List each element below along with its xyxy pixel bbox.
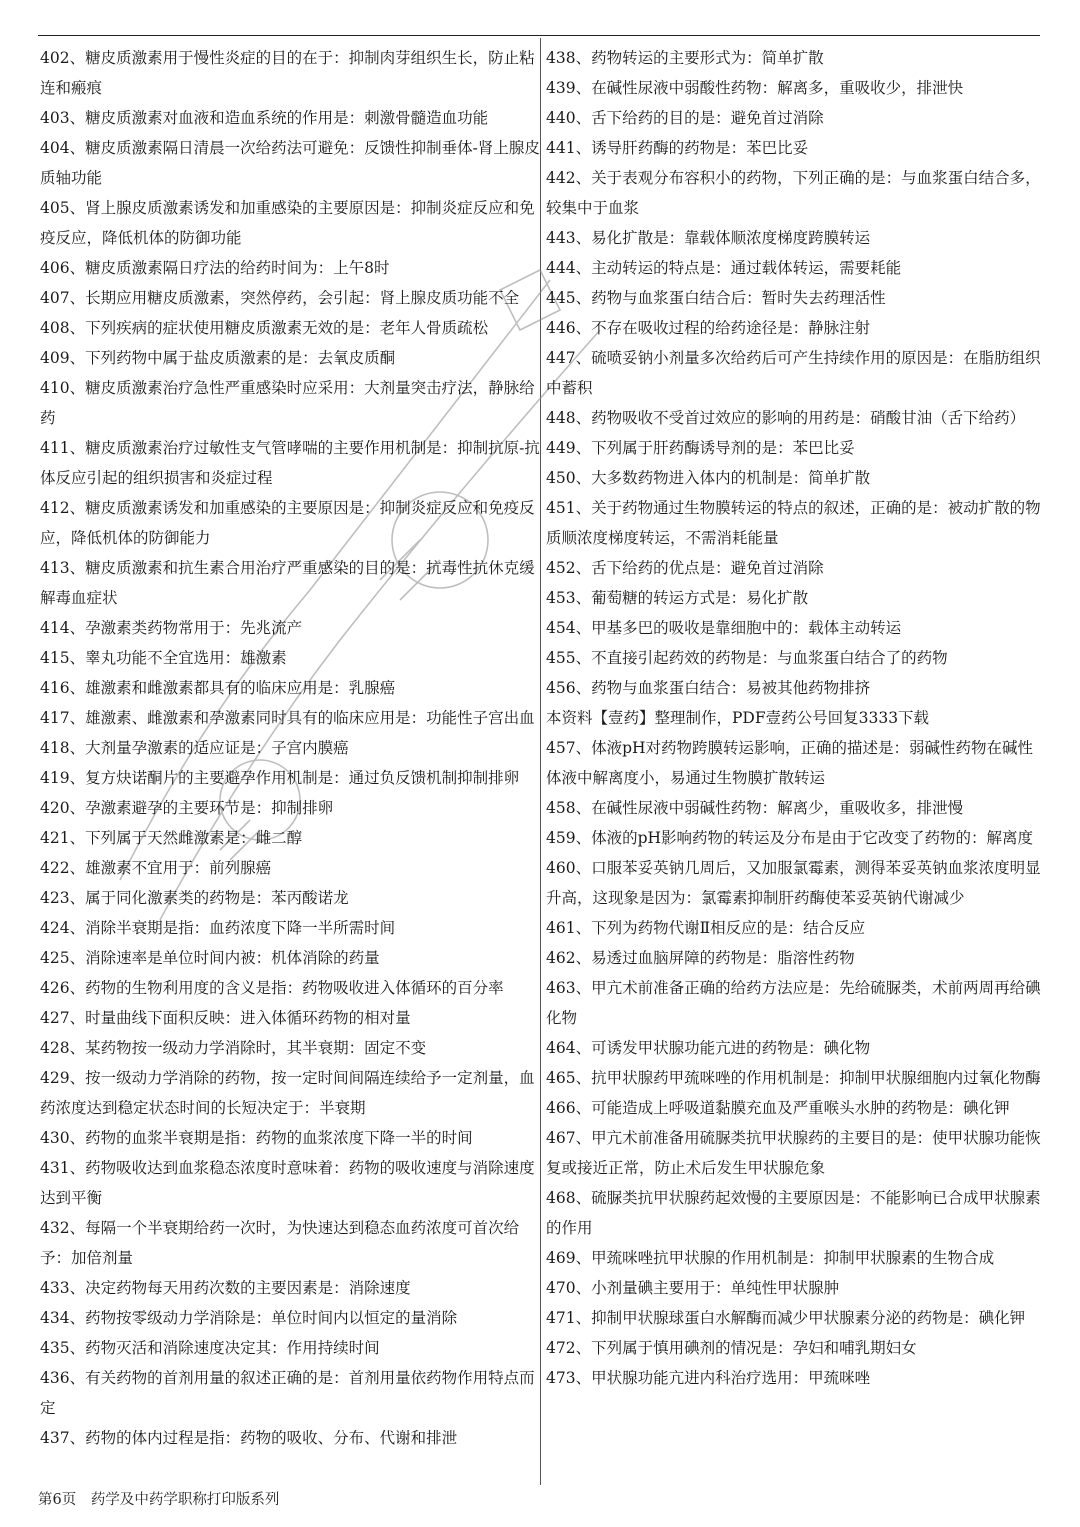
list-item: 415、睾丸功能不全宜选用：雄激素 [40, 649, 287, 667]
list-item: 428、某药物按一级动力学消除时，其半衰期：固定不变 [40, 1039, 427, 1057]
list-item: 404、糖皮质激素隔日清晨一次给药法可避免：反馈性抑制垂体-肾上腺皮质轴功能 [40, 139, 540, 187]
list-item: 418、大剂量孕激素的适应证是：子宫内膜癌 [40, 739, 349, 757]
list-item: 459、体液的pH影响药物的转运及分布是由于它改变了药物的：解离度 [546, 829, 1034, 847]
list-item: 434、药物按零级动力学消除是：单位时间内以恒定的量消除 [40, 1309, 458, 1327]
list-item: 429、按一级动力学消除的药物，按一定时间间隔连续给予一定剂量，血药浓度达到稳定状态时间的长短决定于：半衰期 [40, 1069, 535, 1117]
list-item: 458、在碱性尿液中弱碱性药物：解离少，重吸收多，排泄慢 [546, 799, 964, 817]
list-item: 446、不存在吸收过程的给药途径是：静脉注射 [546, 319, 871, 337]
list-item: 422、雄激素不宜用于：前列腺癌 [40, 859, 272, 877]
left-column [40, 43, 540, 1453]
list-item: 444、主动转运的特点是：通过载体转运，需要耗能 [546, 259, 902, 277]
list-item: 467、甲亢术前准备用硫脲类抗甲状腺药的主要目的是：使甲状腺功能恢复或接近正常，防止术后发生甲状腺危象 [546, 1129, 1041, 1177]
list-item: 451、关于药物通过生物膜转运的特点的叙述，正确的是：被动扩散的物质顺浓度梯度转运，不需消耗能量 [546, 499, 1041, 547]
list-item: 441、诱导肝药酶的药物是：苯巴比妥 [546, 139, 809, 157]
list-item: 411、糖皮质激素治疗过敏性支气管哮喘的主要作用机制是：抑制抗原-抗体反应引起的组织损害和炎症过程 [40, 439, 540, 487]
right-column [546, 43, 1046, 1393]
list-item: 407、长期应用糖皮质激素，突然停药，会引起：肾上腺皮质功能不全 [40, 289, 520, 307]
list-item: 405、肾上腺皮质激素诱发和加重感染的主要原因是：抑制炎症反应和免疫反应，降低机体的防御功能 [40, 199, 535, 247]
list-item: 462、易透过血脑屏障的药物是：脂溶性药物 [546, 949, 855, 967]
list-item: 417、雄激素、雌激素和孕激素同时具有的临床应用是：功能性子宫出血 [40, 709, 535, 727]
list-item: 436、有关药物的首剂用量的叙述正确的是：首剂用量依药物作用特点而定 [40, 1369, 535, 1417]
list-item: 471、抑制甲状腺球蛋白水解酶而减少甲状腺素分泌的药物是：碘化钾 [546, 1309, 1026, 1327]
top-rule [38, 35, 1040, 36]
list-item: 447、硫喷妥钠小剂量多次给药后可产生持续作用的原因是：在脂肪组织中蓄积 [546, 349, 1041, 397]
list-item: 431、药物吸收达到血浆稳态浓度时意味着：药物的吸收速度与消除速度达到平衡 [40, 1159, 535, 1207]
list-item: 402、糖皮质激素用于慢性炎症的目的在于：抑制肉芽组织生长，防止粘连和瘢痕 [40, 49, 535, 97]
list-item: 454、甲基多巴的吸收是靠细胞中的：载体主动转运 [546, 619, 902, 637]
list-item: 452、舌下给药的优点是：避免首过消除 [546, 559, 824, 577]
page-number: 第6页 [38, 1492, 77, 1508]
list-item: 420、孕激素避孕的主要环节是：抑制排卵 [40, 799, 334, 817]
list-item: 472、下列属于慎用碘剂的情况是：孕妇和哺乳期妇女 [546, 1339, 917, 1357]
list-item: 430、药物的血浆半衰期是指：药物的血浆浓度下降一半的时间 [40, 1129, 473, 1147]
series-title: 药学及中药学职称打印版系列 [90, 1492, 280, 1508]
list-item: 456、药物与血浆蛋白结合：易被其他药物排挤 [546, 679, 871, 697]
list-item: 421、下列属于天然雌激素是：雌二醇 [40, 829, 303, 847]
list-item: 440、舌下给药的目的是：避免首过消除 [546, 109, 824, 127]
list-item: 435、药物灭活和消除速度决定其：作用持续时间 [40, 1339, 380, 1357]
list-item: 419、复方炔诺酮片的主要避孕作用机制是：通过负反馈机制抑制排卵 [40, 769, 520, 787]
list-item: 443、易化扩散是：靠载体顺浓度梯度跨膜转运 [546, 229, 871, 247]
list-item: 461、下列为药物代谢Ⅱ相反应的是：结合反应 [546, 919, 866, 937]
list-item: 439、在碱性尿液中弱酸性药物：解离多，重吸收少，排泄快 [546, 79, 964, 97]
list-item: 465、抗甲状腺药甲巯咪唑的作用机制是：抑制甲状腺细胞内过氧化物酶 [546, 1069, 1041, 1087]
list-item: 432、每隔一个半衰期给药一次时，为快速达到稳态血药浓度可首次给予：加倍剂量 [40, 1219, 520, 1267]
list-item: 409、下列药物中属于盐皮质激素的是：去氧皮质酮 [40, 349, 396, 367]
list-item: 427、时量曲线下面积反映：进入体循环药物的相对量 [40, 1009, 411, 1027]
list-item: 425、消除速率是单位时间内被：机体消除的药量 [40, 949, 380, 967]
list-item: 416、雄激素和雌激素都具有的临床应用是：乳腺癌 [40, 679, 396, 697]
list-item: 460、口服苯妥英钠几周后，又加服氯霉素，测得苯妥英钠血浆浓度明显升高，这现象是因为：氯霉素抑制肝药酶使苯妥英钠代谢减少 [546, 859, 1041, 907]
list-item: 449、下列属于肝药酶诱导剂的是：苯巴比妥 [546, 439, 855, 457]
list-item: 433、决定药物每天用药次数的主要因素是：消除速度 [40, 1279, 411, 1297]
list-item: 463、甲亢术前准备正确的给药方法应是：先给硫脲类，术前两周再给碘化物 [546, 979, 1041, 1027]
list-item: 423、属于同化激素类的药物是：苯丙酸诺龙 [40, 889, 349, 907]
list-item: 本资料【壹药】整理制作，PDF壹药公号回复3333下载 [546, 709, 930, 727]
list-item: 426、药物的生物利用度的含义是指：药物吸收进入体循环的百分率 [40, 979, 504, 997]
list-item: 437、药物的体内过程是指：药物的吸收、分布、代谢和排泄 [40, 1429, 458, 1447]
list-item: 466、可能造成上呼吸道黏膜充血及严重喉头水肿的药物是：碘化钾 [546, 1099, 1010, 1117]
list-item: 408、下列疾病的症状使用糖皮质激素无效的是：老年人骨质疏松 [40, 319, 489, 337]
list-item: 468、硫脲类抗甲状腺药起效慢的主要原因是：不能影响已合成甲状腺素的作用 [546, 1189, 1041, 1237]
list-item: 457、体液pH对药物跨膜转运影响，正确的描述是：弱碱性药物在碱性体液中解离度小，易通过生物膜扩散转运 [546, 739, 1034, 787]
list-item: 473、甲状腺功能亢进内科治疗选用：甲巯咪唑 [546, 1369, 871, 1387]
list-item: 412、糖皮质激素诱发和加重感染的主要原因是：抑制炎症反应和免疫反应，降低机体的防御能力 [40, 499, 535, 547]
list-item: 424、消除半衰期是指：血药浓度下降一半所需时间 [40, 919, 396, 937]
list-item: 455、不直接引起药效的药物是：与血浆蛋白结合了的药物 [546, 649, 948, 667]
list-item: 414、孕激素类药物常用于：先兆流产 [40, 619, 303, 637]
column-divider [540, 38, 541, 1485]
list-item: 453、葡萄糖的转运方式是：易化扩散 [546, 589, 809, 607]
list-item: 445、药物与血浆蛋白结合后：暂时失去药理活性 [546, 289, 886, 307]
list-item: 442、关于表观分布容积小的药物，下列正确的是：与血浆蛋白结合多，较集中于血浆 [546, 169, 1041, 217]
list-item: 469、甲巯咪唑抗甲状腺的作用机制是：抑制甲状腺素的生物合成 [546, 1249, 995, 1267]
list-item: 438、药物转运的主要形式为：简单扩散 [546, 49, 824, 67]
list-item: 450、大多数药物进入体内的机制是：简单扩散 [546, 469, 871, 487]
list-item: 464、可诱发甲状腺功能亢进的药物是：碘化物 [546, 1039, 871, 1057]
list-item: 403、糖皮质激素对血液和造血系统的作用是：刺激骨髓造血功能 [40, 109, 489, 127]
list-item: 448、药物吸收不受首过效应的影响的用药是：硝酸甘油（舌下给药） [546, 409, 1026, 427]
list-item: 410、糖皮质激素治疗急性严重感染时应采用：大剂量突击疗法，静脉给药 [40, 379, 535, 427]
list-item: 406、糖皮质激素隔日疗法的给药时间为：上午8时 [40, 259, 390, 277]
list-item: 413、糖皮质激素和抗生素合用治疗严重感染的目的是：抗毒性抗休克缓解毒血症状 [40, 559, 535, 607]
list-item: 470、小剂量碘主要用于：单纯性甲状腺肿 [546, 1279, 840, 1297]
page-footer [38, 1488, 289, 1509]
